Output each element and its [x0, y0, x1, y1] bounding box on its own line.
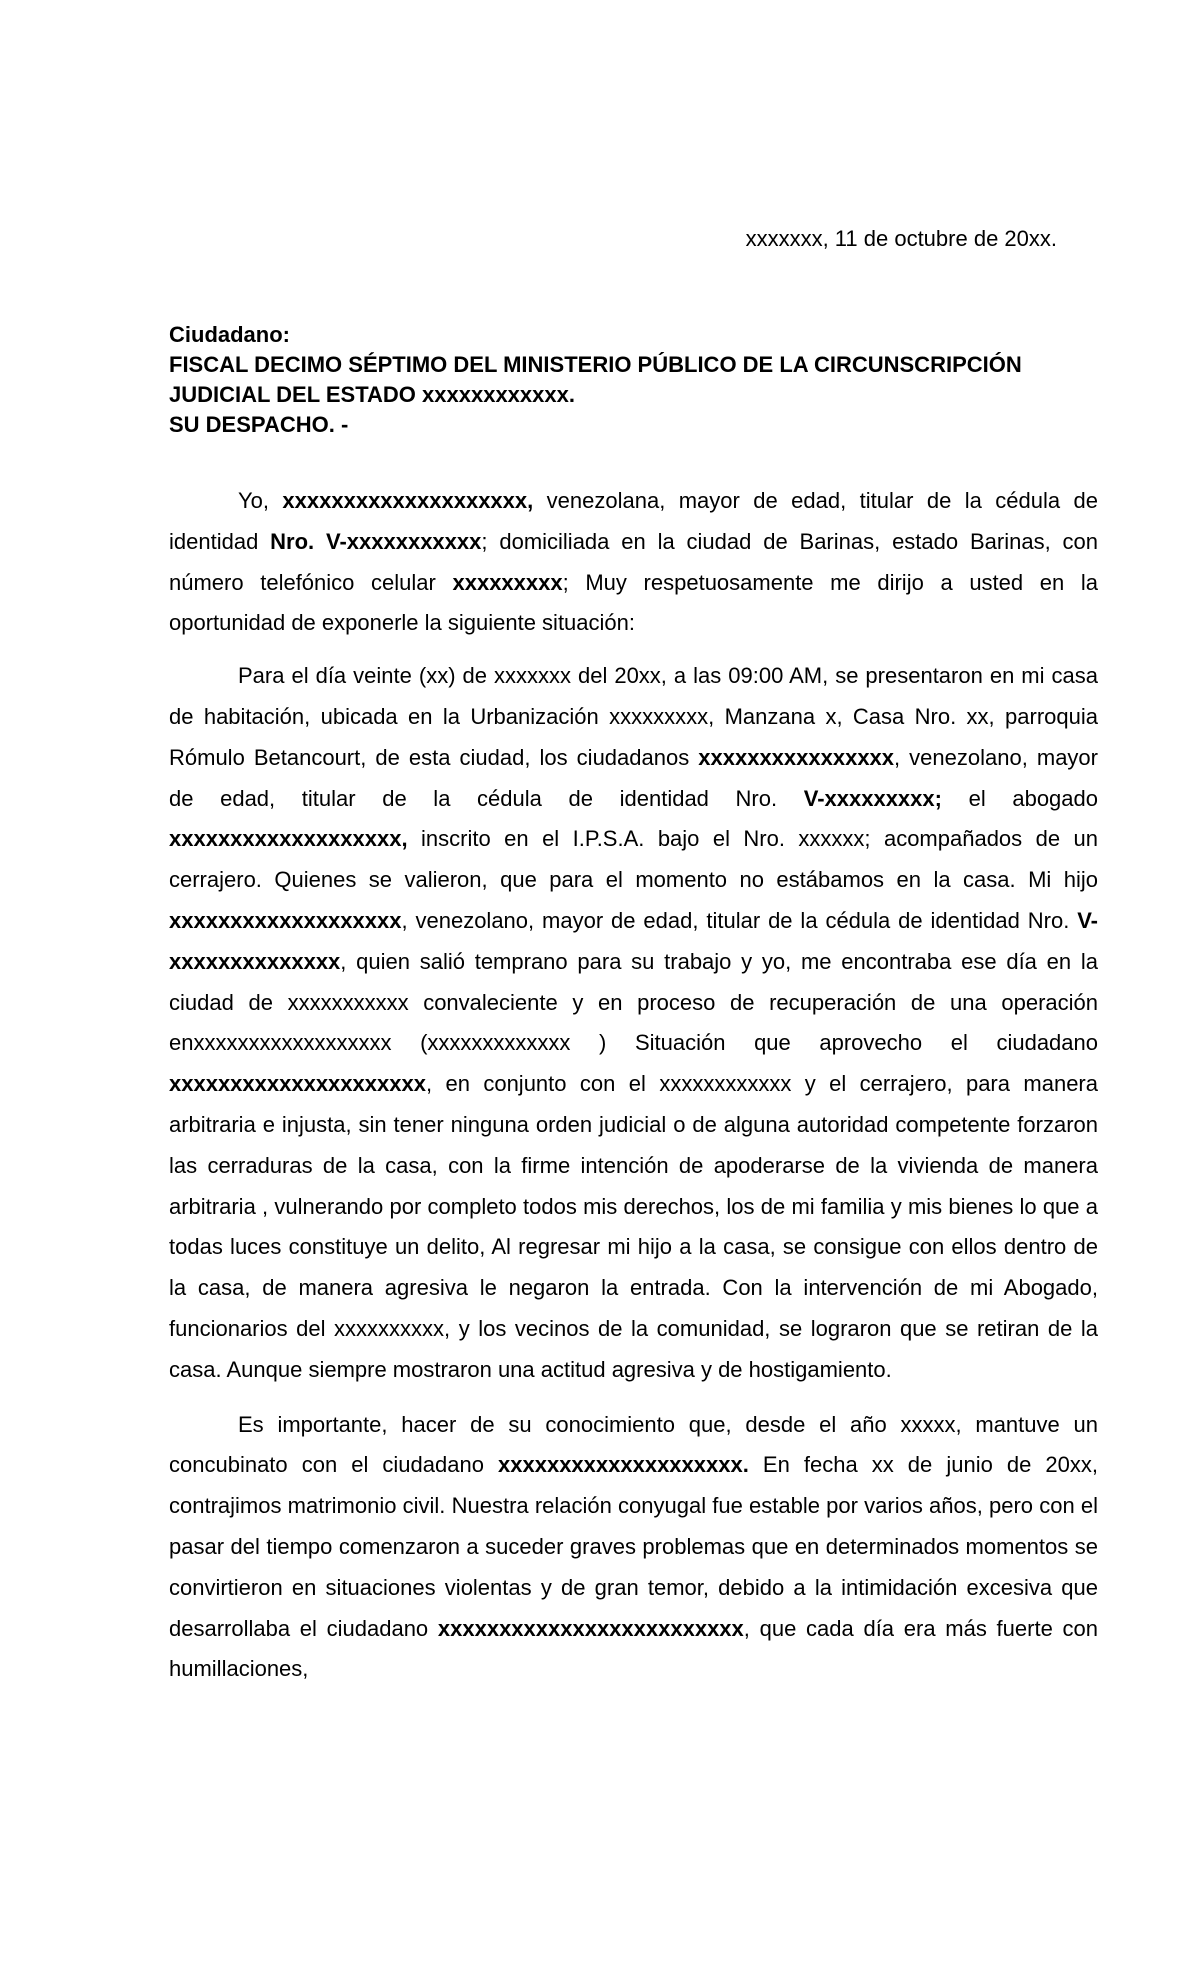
addressee-line: FISCAL DECIMO SÉPTIMO DEL MINISTERIO PÚBLICO DE LA CIRCUNSCRIPCIÓN — [169, 352, 1022, 377]
letter-body — [169, 481, 1098, 1690]
redacted-name: xxxxxxxxxxxxxxxxxxxx, — [282, 488, 534, 513]
date-line: xxxxxxx, 11 de octubre de 20xx. — [745, 226, 1057, 251]
salutation: Ciudadano: — [169, 322, 290, 347]
addressee-line: SU DESPACHO. - — [169, 412, 349, 437]
redacted-name: xxxxxxxxxxxxxxxxxxxx. — [498, 1452, 749, 1478]
text-segment: ; domiciliada en la ciudad de Barinas, estado Barinas, con número telefónico celular — [169, 528, 1098, 595]
addressee-block — [169, 320, 1069, 440]
text-segment: Es importante, hacer de su conocimiento que, desde el año xxxxx, mantuve un concubinato con el ciudadano — [169, 1411, 1098, 1478]
addressee-line: JUDICIAL DEL ESTADO xxxxxxxxxxxx. — [169, 382, 575, 407]
paragraph-background — [169, 1405, 1098, 1691]
redacted-name: xxxxxxxxxxxxxxxxxxxxxxxxx — [437, 1615, 744, 1641]
text-segment: En fecha xx de junio de 20xx, contrajimos matrimonio civil. Nuestra relación conyugal fue estable por varios años, pero con el pasar del tiempo comenzaron a suceder graves problemas que en determinados momentos se convirtieron en situaciones violentas y de gran temor, debido a la intimidación excesiva que desarrollaba el ciudadano — [169, 1452, 1098, 1641]
text-segment: el abogado — [941, 785, 1098, 811]
text-segment: , que cada día era más fuerte con humillaciones, — [169, 1615, 1098, 1682]
text-segment: inscrito en el I.P.S.A. bajo el Nro. xxxxxx; acompañados de un cerrajero. Quienes se valieron, que para el momento no estábamos en la casa. Mi hijo — [169, 826, 1098, 893]
redacted-name: xxxxxxxxxxxxxxxx — [698, 744, 895, 770]
paragraph-incident — [169, 656, 1098, 1390]
text-segment: Yo, — [238, 488, 283, 513]
id-number: Nro. V-xxxxxxxxxxx — [270, 528, 482, 554]
paragraph-introduction — [169, 481, 1098, 644]
id-number: V-xxxxxxxxxxxxxx — [169, 907, 1098, 974]
text-segment: Para el día veinte (xx) de xxxxxxx del 20xx, a las 09:00 AM, se presentaron en mi casa de habitación, ubicada en la Urbanización xxxxxxxxx, Manzana x, Casa Nro. xx, parroquia Rómulo Betancourt, de esta ciudad, los ciudadanos — [169, 663, 1098, 770]
redacted-name: xxxxxxxxxxxxxxxxxxx — [169, 907, 402, 933]
redacted-name: xxxxxxxxxxxxxxxxxxxxx — [169, 1071, 426, 1097]
id-number: V-xxxxxxxxx; — [803, 785, 942, 811]
text-segment: ; Muy respetuosamente me dirijo a usted en la oportunidad de exponerle la siguiente situación: — [169, 569, 1098, 636]
text-segment: , venezolano, mayor de edad, titular de la cédula de identidad Nro. — [169, 744, 1098, 811]
text-segment: venezolana, mayor de edad, titular de la cédula de identidad — [169, 488, 1098, 554]
phone-number: xxxxxxxxx — [452, 569, 563, 595]
redacted-name: xxxxxxxxxxxxxxxxxxx, — [169, 826, 408, 852]
text-segment: , quien salió temprano para su trabajo y yo, me encontraba ese día en la ciudad de xxxxxxxxxxx convaleciente y en proceso de recuperación de una operación enxxxxxxxxxxxxxxxxxx (xxxxxxxxxxxxx ) Situación que aprovecho el ciudadano — [169, 948, 1098, 1056]
text-segment: , venezolano, mayor de edad, titular de la cédula de identidad Nro. — [401, 907, 1078, 933]
text-segment: , en conjunto con el xxxxxxxxxxxx y el cerrajero, para manera arbitraria e injusta, sin tener ninguna orden judicial o de alguna autoridad competente forzaron las cerraduras de la casa, con la firme intención de apoderarse de la vivienda de manera arbitraria , vulnerando por completo todos mis derechos, los de mi familia y mis bienes lo que a todas luces constituye un delito, Al regresar mi hijo a la casa, se consigue con ellos dentro de la casa, de manera agresiva le negaron la entrada. Con la intervención de mi Abogado, funcionarios del xxxxxxxxxx, y los vecinos de la comunidad, se lograron que se retiran de la casa. Aunque siempre mostraron una actitud agresiva y de hostigamiento. — [169, 1071, 1098, 1382]
